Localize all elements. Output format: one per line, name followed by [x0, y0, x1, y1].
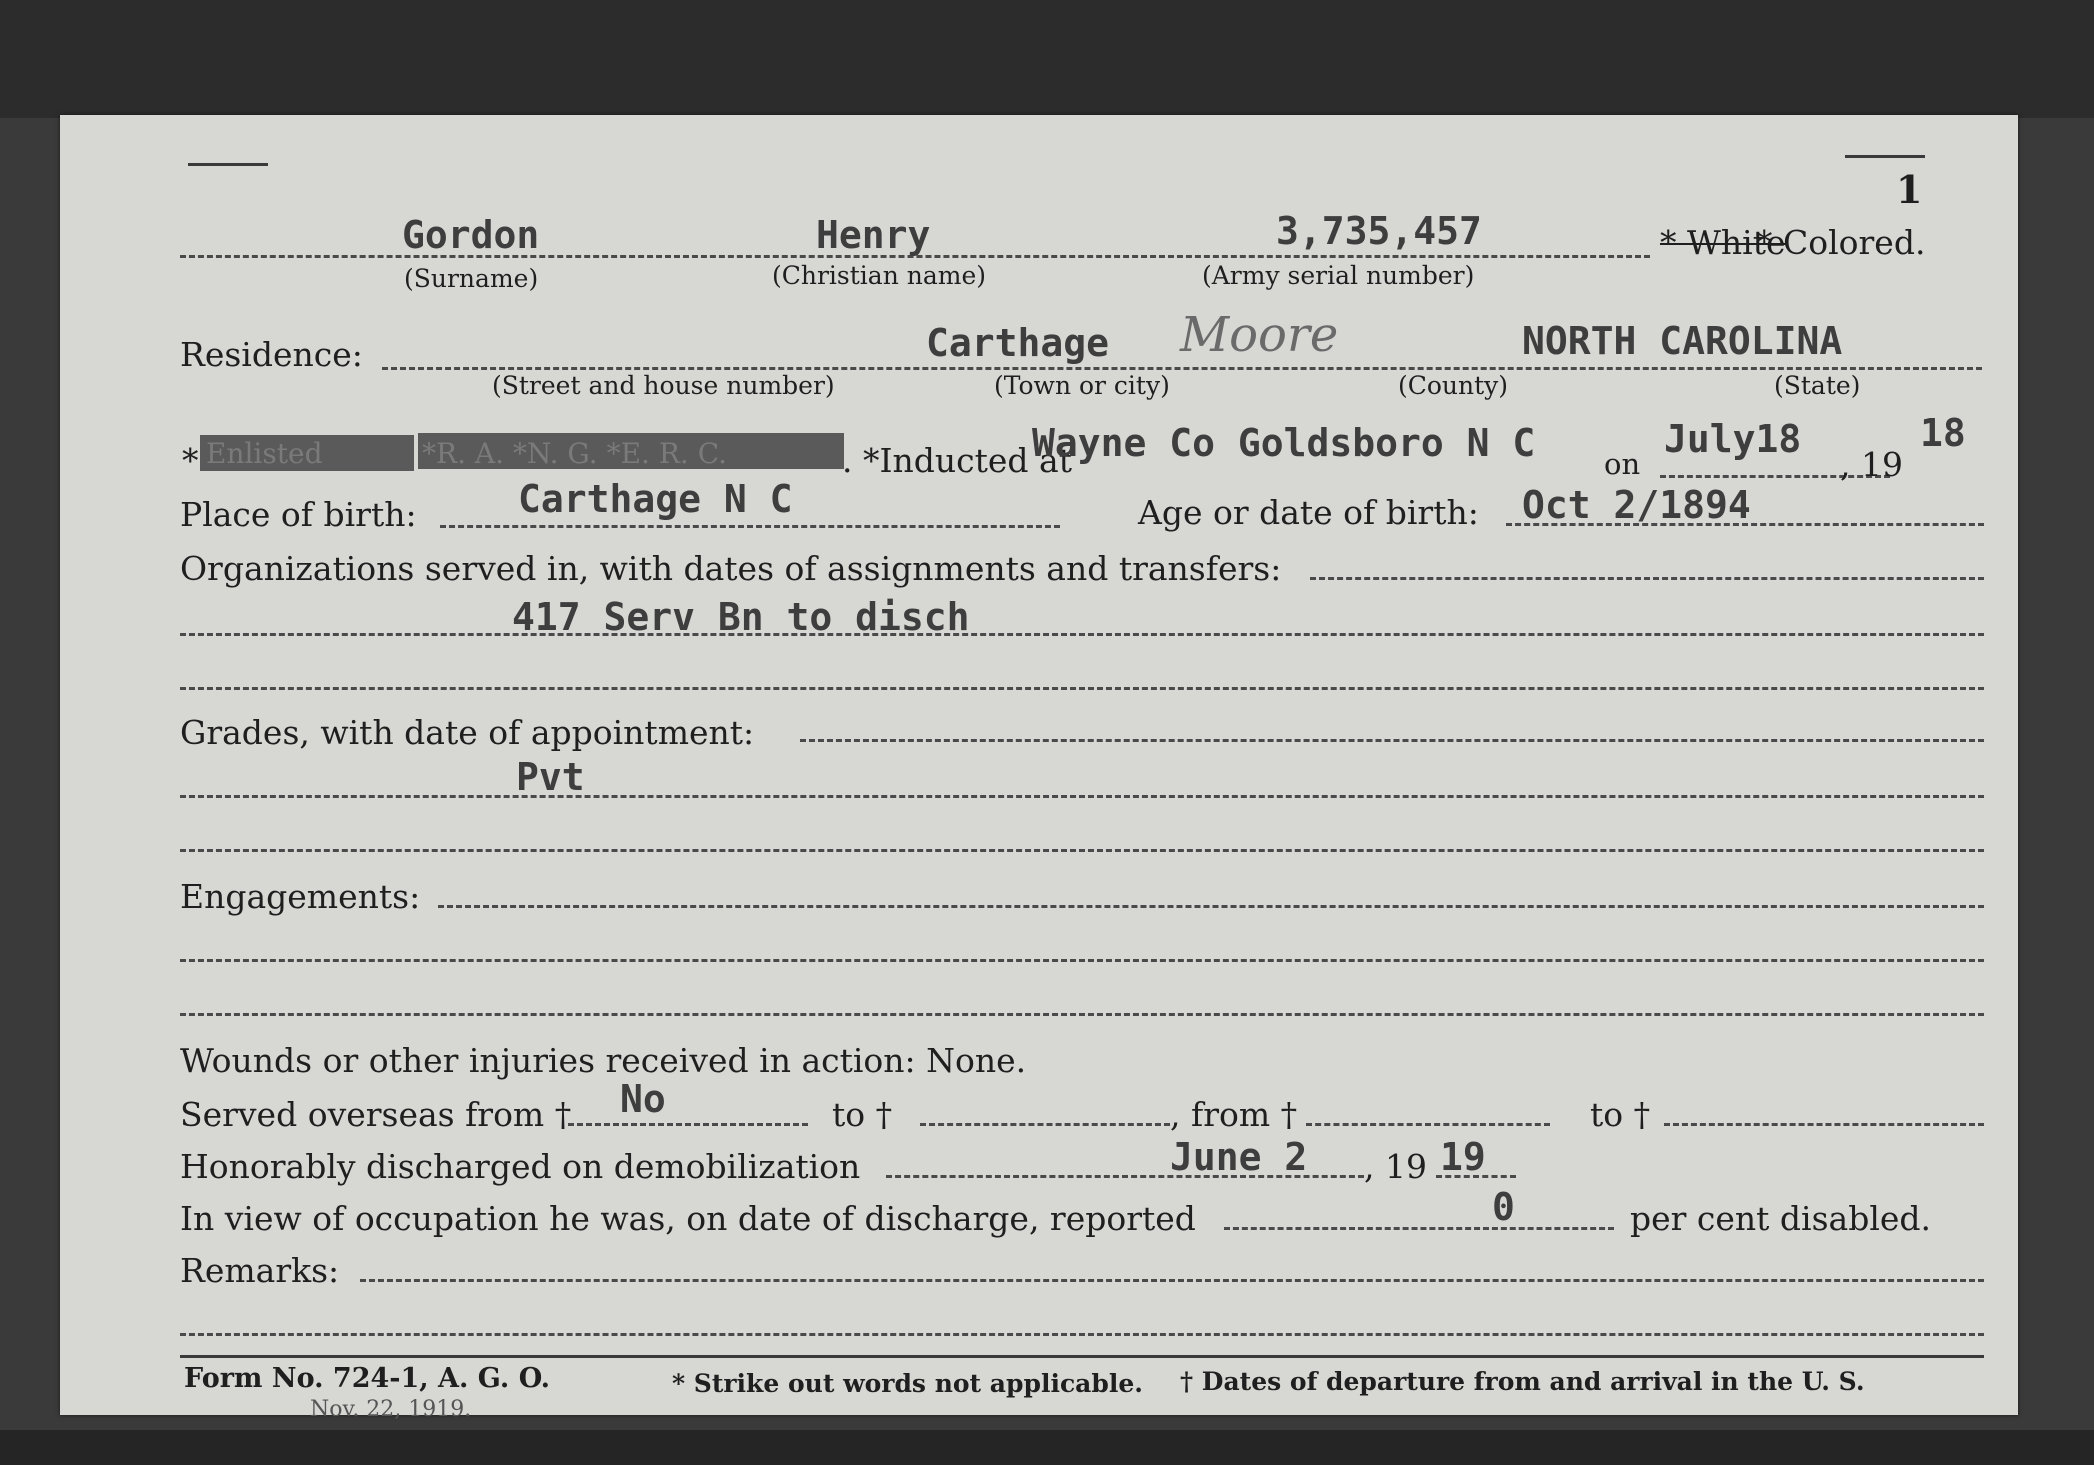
grades-value: Pvt [516, 755, 585, 799]
surname-value: Gordon [402, 213, 540, 257]
overseas-from-line [568, 1123, 808, 1126]
discharge-year-prefix: , 19 [1364, 1147, 1427, 1186]
remarks-line-1 [360, 1279, 1984, 1282]
serial-number-value: 3,735,457 [1276, 209, 1482, 253]
birth-place-label: Place of birth: [180, 495, 417, 534]
footer-rule [180, 1355, 1984, 1358]
redacted-categories-text: *R. A. *N. G. *E. R. C. [422, 437, 728, 470]
orgs-line-2 [180, 633, 1984, 636]
overseas-to-label: to † [832, 1095, 893, 1134]
state-value: NORTH CAROLINA [1522, 319, 1843, 363]
overseas-from2-line [1306, 1123, 1550, 1126]
engagements-line-1 [438, 905, 1984, 908]
overseas-value: No [620, 1077, 666, 1121]
on-label: on [1604, 447, 1641, 481]
engagements-line-2 [180, 959, 1984, 962]
surname-caption: (Surname) [404, 264, 539, 293]
form-date: Nov. 22, 1919. [310, 1397, 472, 1422]
grades-label: Grades, with date of appointment: [180, 713, 755, 752]
redacted-enlisted-text: Enlisted [206, 437, 323, 470]
strike-note: * Strike out words not applicable. [672, 1369, 1143, 1398]
birth-place-value: Carthage N C [518, 477, 793, 521]
inducted-date-value: July18 [1664, 417, 1802, 461]
discharge-year-value: 19 [1440, 1135, 1486, 1179]
residence-line [382, 367, 1982, 370]
inducted-year-value: 18 [1920, 411, 1966, 455]
disabled-line [1224, 1227, 1614, 1230]
county-handwritten-value: Moore [1180, 307, 1339, 363]
overseas-from2-label: , from † [1170, 1095, 1298, 1134]
inducted-label: . *Inducted at [842, 441, 1072, 480]
scanner-background-bottom [0, 1430, 2094, 1465]
wounds-label: Wounds or other injuries received in action: None. [180, 1041, 1027, 1080]
orgs-label: Organizations served in, with dates of assignments and transfers: [180, 549, 1282, 588]
town-caption: (Town or city) [994, 371, 1170, 400]
age-label: Age or date of birth: [1138, 493, 1479, 532]
service-record-card [60, 115, 2018, 1422]
card-number: 1 [1896, 167, 1923, 212]
christian-name-caption: (Christian name) [772, 261, 987, 290]
orgs-value: 417 Serv Bn to disch [512, 595, 970, 639]
street-caption: (Street and house number) [492, 371, 835, 400]
birth-date-value: Oct 2/1894 [1522, 483, 1751, 527]
grades-line-3 [180, 849, 1984, 852]
grades-line-2 [180, 795, 1984, 798]
birth-place-line [440, 525, 1060, 528]
disabled-suffix: per cent disabled. [1630, 1199, 1932, 1238]
race-white-label: * White [1660, 223, 1786, 262]
orgs-line-1 [1310, 577, 1984, 580]
overseas-label: Served overseas from † [180, 1095, 572, 1134]
engagements-label: Engagements: [180, 877, 421, 916]
christian-name-value: Henry [816, 213, 931, 257]
remarks-label: Remarks: [180, 1251, 340, 1290]
overseas-to2-line [1664, 1123, 1984, 1126]
race-colored-label: * Colored. [1756, 223, 1926, 262]
remarks-line-2 [180, 1333, 1984, 1336]
occupation-label: In view of occupation he was, on date of discharge, reported [180, 1199, 1196, 1238]
disabled-value: 0 [1492, 1185, 1515, 1229]
serial-number-caption: (Army serial number) [1202, 261, 1475, 290]
dates-note: † Dates of departure from and arrival in the U. S. [1180, 1367, 1865, 1396]
grades-line-1 [800, 739, 1984, 742]
inducted-year-prefix: , 19 [1840, 445, 1903, 484]
inducted-place-value: Wayne Co Goldsboro N C [1032, 421, 1536, 465]
discharge-date-value: June 2 [1170, 1135, 1308, 1179]
residence-label: Residence: [180, 335, 363, 374]
form-number: Form No. 724-1, A. G. O. [184, 1363, 551, 1394]
state-caption: (State) [1774, 371, 1861, 400]
scanner-background-top [0, 0, 2094, 118]
top-left-rule [188, 163, 268, 166]
town-value: Carthage [926, 321, 1110, 365]
overseas-to2-label: to † [1590, 1095, 1651, 1134]
orgs-line-3 [180, 687, 1984, 690]
discharged-label: Honorably discharged on demobilization [180, 1147, 861, 1186]
overseas-to-line [920, 1123, 1170, 1126]
top-right-rule [1845, 155, 1925, 158]
engagements-line-3 [180, 1013, 1984, 1016]
county-caption: (County) [1398, 371, 1509, 400]
enlisted-asterisk: * [182, 441, 199, 480]
